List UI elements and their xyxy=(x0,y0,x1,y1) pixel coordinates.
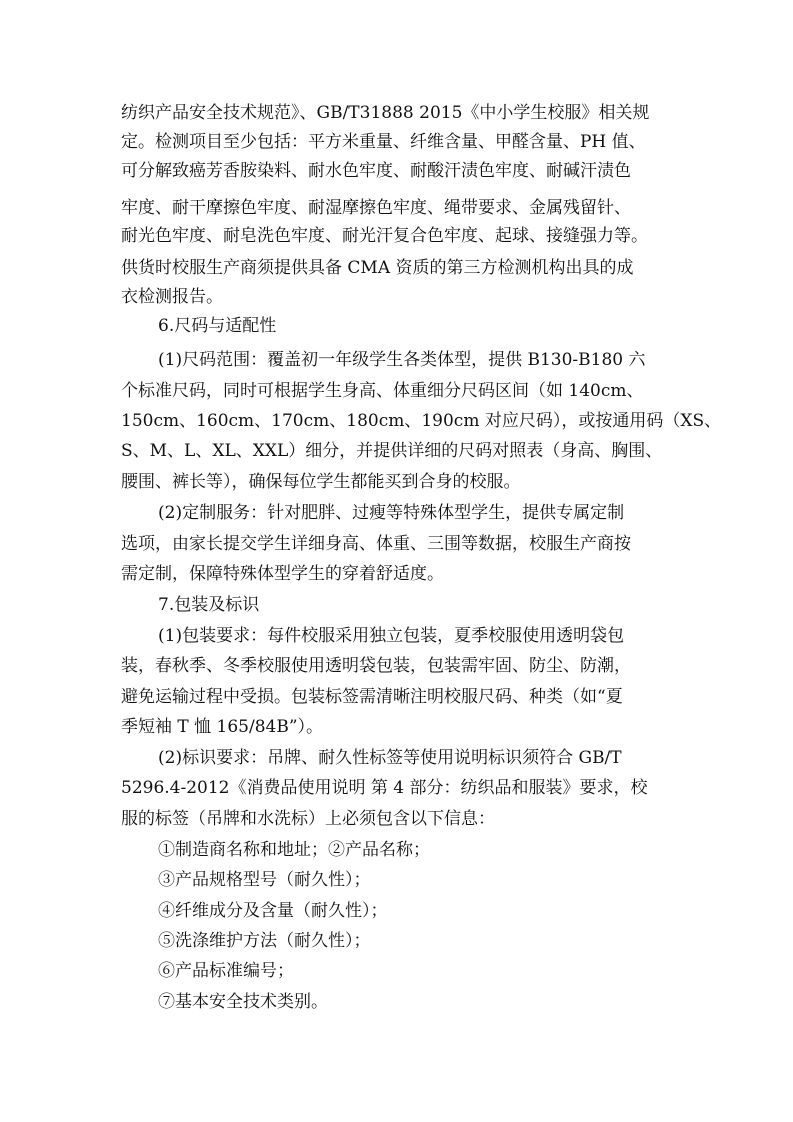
body-text-line: 个标准尺码，同时可根据学生身高、体重细分尺码区间（如 140cm、 xyxy=(121,381,644,401)
list-item: ⑥产品标准编号； xyxy=(158,961,294,981)
body-text-line: (1)尺码范围：覆盖初一年级学生各类体型，提供 B130-B180 六 xyxy=(158,350,646,370)
body-text-line: 定。检测项目至少包括：平方米重量、纤维含量、甲醛含量、PH 值、 xyxy=(121,132,646,152)
body-text-line: 季短袖 T 恤 165/84B”）。 xyxy=(121,717,324,737)
body-text-line: 耐光色牢度、耐皂洗色牢度、耐光汗复合色牢度、起球、接缝强力等。 xyxy=(121,226,648,246)
body-text-line: 需定制，保障特殊体型学生的穿着舒适度。 xyxy=(121,564,444,584)
body-text-line: (2)标识要求：吊牌、耐久性标签等使用说明标识须符合 GB/T xyxy=(158,748,622,768)
body-text-line: (1)包装要求：每件校服采用独立包装，夏季校服使用透明袋包 xyxy=(158,626,625,646)
list-item: ①制造商名称和地址；②产品名称； xyxy=(158,840,430,860)
list-item: ③产品规格型号（耐久性）； xyxy=(158,870,371,890)
body-text-line: 纺织产品安全技术规范》、GB/T31888 2015《中小学生校服》相关规 xyxy=(121,103,650,123)
body-text-line: 牢度、耐干摩擦色牢度、耐湿摩擦色牢度、绳带要求、金属残留针、 xyxy=(121,198,631,218)
body-text-line: (2)定制服务：针对肥胖、过瘦等特殊体型学生，提供专属定制 xyxy=(158,503,625,523)
body-text-line: 150cm、160cm、170cm、180cm、190cm 对应尺码），或按通用码（XS、 xyxy=(121,411,722,431)
body-text-line: 衣检测报告。 xyxy=(121,287,223,307)
list-item: ⑤洗涤维护方法（耐久性）； xyxy=(158,931,371,951)
body-text-line: 5296.4-2012《消费品使用说明 第 4 部分：纺织品和服装》要求，校 xyxy=(121,778,648,798)
body-text-line: 避免运输过程中受损。包装标签需清晰注明校服尺码、种类（如“夏 xyxy=(121,687,623,707)
body-text-line: 装，春秋季、冬季校服使用透明袋包装，包装需牢固、防尘、防潮， xyxy=(121,656,631,676)
section-heading: 6.尺码与适配性 xyxy=(158,316,277,336)
body-text-line: 可分解致癌芳香胺染料、耐水色牢度、耐酸汗渍色牢度、耐碱汗渍色 xyxy=(121,161,631,181)
body-text-line: 服的标签（吊牌和水洗标）上必须包含以下信息： xyxy=(121,809,495,829)
list-item: ⑦基本安全技术类别。 xyxy=(158,992,328,1012)
body-text-line: 供货时校服生产商须提供具备 CMA 资质的第三方检测机构出具的成 xyxy=(121,258,634,278)
body-text-line: 选项，由家长提交学生详细身高、体重、三围等数据，校服生产商按 xyxy=(121,534,631,554)
body-text-line: S、M、L、XL、XXL）细分，并提供详细的尺码对照表（身高、胸围、 xyxy=(121,441,663,461)
body-text-line: 腰围、裤长等），确保每位学生都能买到合身的校服。 xyxy=(121,472,521,492)
list-item: ④纤维成分及含量（耐久性）； xyxy=(158,901,388,921)
section-heading: 7.包装及标识 xyxy=(158,595,260,615)
